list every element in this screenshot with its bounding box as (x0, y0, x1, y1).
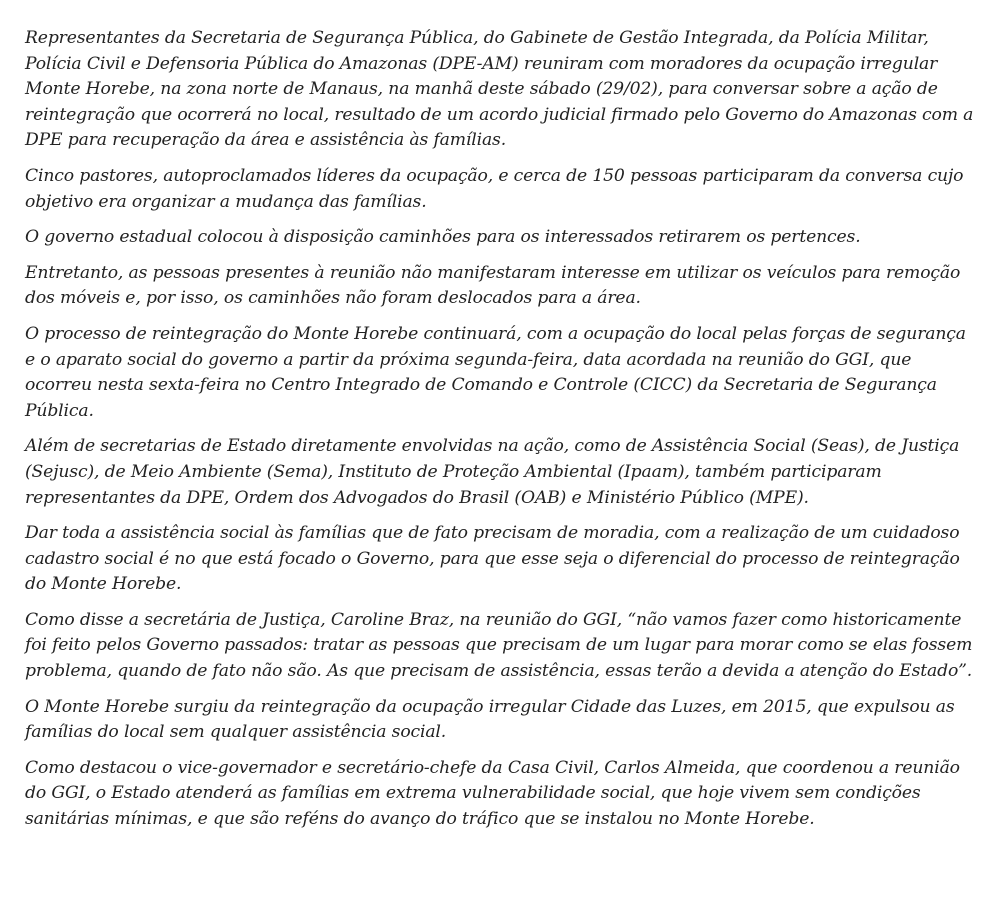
paragraph-1: Representantes da Secretaria de Segurança Pública, do Gabinete de Gestão Integrada, da Polícia Militar, Polícia Civil e Defensoria Pública do Amazonas (DPE-AM) reuniram com moradores da ocupação irregular Monte Horebe, na zona norte de Manaus, na manhã deste sábado (29/02), para conversar sobre a ação de reintegração que ocorrerá no local, resultado de um acordo judicial firmado pelo Governo do Amazonas com a DPE para recuperação da área e assistência às famílias. (25, 28, 974, 151)
paragraph-10: Como destacou o vice-governador e secretário-chefe da Casa Civil, Carlos Almeida, que coordenou a reunião do GGI, o Estado atenderá as famílias em extrema vulnerabilidade social, que hoje vivem sem condições sanitárias mínimas, e que são reféns do avanço do tráfico que se instalou no Monte Horebe. (25, 757, 960, 830)
paragraph-2: Cinco pastores, autoproclamados líderes da ocupação, e cerca de 150 pessoas participaram da conversa cujo objetivo era organizar a mudança das famílias. (25, 165, 964, 212)
paragraph-4: Entretanto, as pessoas presentes à reunião não manifestaram interesse em utilizar os veículos para remoção dos móveis e, por isso, os caminhões não foram deslocados para a área. (25, 262, 961, 309)
paragraph-8: Como disse a secretária de Justiça, Caroline Braz, na reunião do GGI, “não vamos fazer como historicamente foi feito pelos Governo passados: tratar as pessoas que precisam de um lugar para morar como se elas fossem problema, quando de fato não são. As que precisam de assistência, essas terão a devida a atenção do Estado”. (25, 609, 973, 682)
paragraph-5: O processo de reintegração do Monte Horebe continuará, com a ocupação do local pelas forças de segurança e o aparato social do governo a partir da próxima segunda-feira, data acordada na reunião do GGI, que ocorreu nesta sexta-feira no Centro Integrado de Comando e Controle (CICC) da Secretaria de Segurança Pública. (25, 323, 966, 421)
paragraph-6: Além de secretarias de Estado diretamente envolvidas na ação, como de Assistência Social (Seas), de Justiça (Sejusc), de Meio Ambiente (Sema), Instituto de Proteção Ambiental (Ipaam), também participaram representantes da DPE, Ordem dos Advogados do Brasil (OAB) e Ministério Público (MPE). (25, 436, 960, 508)
paragraph-7: Dar toda a assistência social às famílias que de fato precisam de moradia, com a realização de um cuidadoso cadastro social é no que está focado o Governo, para que esse seja o diferencial do processo de reintegração do Monte Horebe. (25, 523, 960, 595)
paragraph-3: O governo estadual colocou à disposição caminhões para os interessados retirarem os pertences. (25, 227, 861, 248)
paragraph-9: O Monte Horebe surgiu da reintegração da ocupação irregular Cidade das Luzes, em 2015, que expulsou as famílias do local sem qualquer assistência social. (25, 696, 955, 743)
